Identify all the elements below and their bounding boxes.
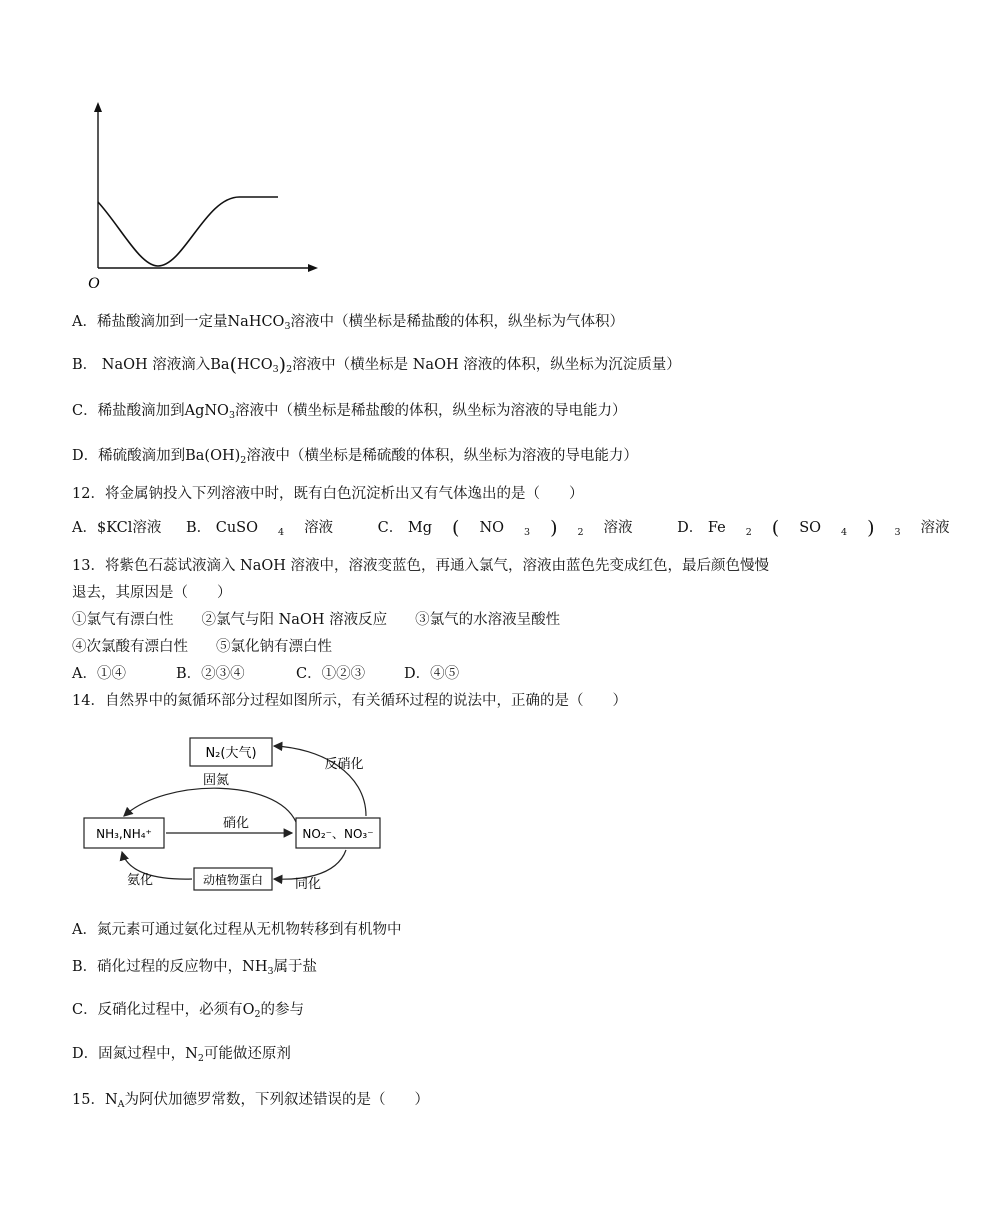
q12-option-b: B． CuSO $_4$ 溶液 bbox=[185, 520, 334, 538]
q13-statements-2: ④次氯酸有漂白性 ⑤氯化钠有漂白性 bbox=[72, 639, 332, 655]
n2-box-label: N₂(大气) bbox=[205, 746, 257, 761]
q14-option-b: B．硝化过程的反应物中，$NH_3$属于盐 bbox=[72, 959, 318, 977]
q14-option-a: A．氮元素可通过氨化过程从无机物转移到有机物中 bbox=[72, 922, 402, 938]
nitrification-label: 硝化 bbox=[222, 816, 250, 831]
graph-figure bbox=[80, 96, 330, 292]
q14-stem: 14．自然界中的氮循环部分过程如图所示，有关循环过程的说法中，正确的是（ ） bbox=[72, 693, 627, 709]
nitrogen-cycle-diagram bbox=[76, 718, 396, 890]
fixation-label: 固氮 bbox=[202, 773, 230, 788]
ammonification-label: 氨化 bbox=[126, 873, 154, 888]
origin-label: O bbox=[88, 275, 100, 292]
q12-option-d: D． Fe $_2$ ( SO $_4$ ) $_3$ 溶液 bbox=[677, 517, 950, 539]
q12-option-a: A．$KCl溶液 bbox=[72, 520, 162, 536]
q13-stem-line1: 13．将紫色石蕊试液滴入 NaOH 溶液中，溶液变蓝色，再通入氯气，溶液由蓝色先变成红色，最后颜色慢慢 bbox=[72, 558, 770, 574]
assimilation-arrow bbox=[274, 850, 346, 879]
q15-stem: 15．$N_A$为阿伏加德罗常数，下列叙述错误的是（ ） bbox=[72, 1092, 430, 1110]
assimilation-label: 同化 bbox=[294, 877, 322, 892]
no-box-label: NO₂⁻、NO₃⁻ bbox=[302, 827, 374, 841]
q11-option-b: B． NaOH 溶液滴入$Ba(HCO_3)_2$溶液中（横坐标是 NaOH 溶液的体积，纵坐标为沉淀质量） bbox=[72, 354, 681, 376]
q14-option-c: C．反硝化过程中，必须有$O_2$的参与 bbox=[72, 1002, 305, 1020]
y-axis-arrow bbox=[94, 102, 102, 112]
graph-curve bbox=[98, 197, 278, 266]
q13-options: A．①④ B．②③④ C．①②③ D．④⑤ bbox=[72, 666, 460, 682]
fixation-arrow bbox=[124, 788, 296, 822]
q12-stem: 12．将金属钠投入下列溶液中时，既有白色沉淀析出又有气体逸出的是（ ） bbox=[72, 486, 584, 502]
denitrification-label: 反硝化 bbox=[324, 757, 364, 772]
q12-options bbox=[72, 516, 990, 539]
q12-option-c: C． Mg ( NO $_3$ ) $_2$ 溶液 bbox=[377, 517, 633, 539]
q11-option-d: D．稀硫酸滴加到$Ba(OH)_2$溶液中（横坐标是稀硫酸的体积，纵坐标为溶液的导电能力） bbox=[72, 448, 638, 466]
q11-option-c: C．稀盐酸滴加到AgNO$_3$溶液中（横坐标是稀盐酸的体积，纵坐标为溶液的导电能力） bbox=[72, 403, 627, 421]
q13-statements-1: ①氯气有漂白性 ②氯气与阳 NaOH 溶液反应 ③氯气的水溶液呈酸性 bbox=[72, 612, 561, 628]
q14-option-d: D．固氮过程中，$N_2$可能做还原剂 bbox=[72, 1046, 291, 1064]
x-axis-arrow bbox=[308, 264, 318, 272]
protein-box-label: 动植物蛋白 bbox=[202, 873, 264, 887]
q11-option-a: A．稀盐酸滴加到一定量NaHCO$_3$溶液中（横坐标是稀盐酸的体积，纵坐标为气体积） bbox=[72, 314, 624, 332]
nh-box-label: NH₃,NH₄⁺ bbox=[96, 827, 152, 841]
q13-stem-line2: 退去，其原因是（ ） bbox=[72, 585, 232, 601]
